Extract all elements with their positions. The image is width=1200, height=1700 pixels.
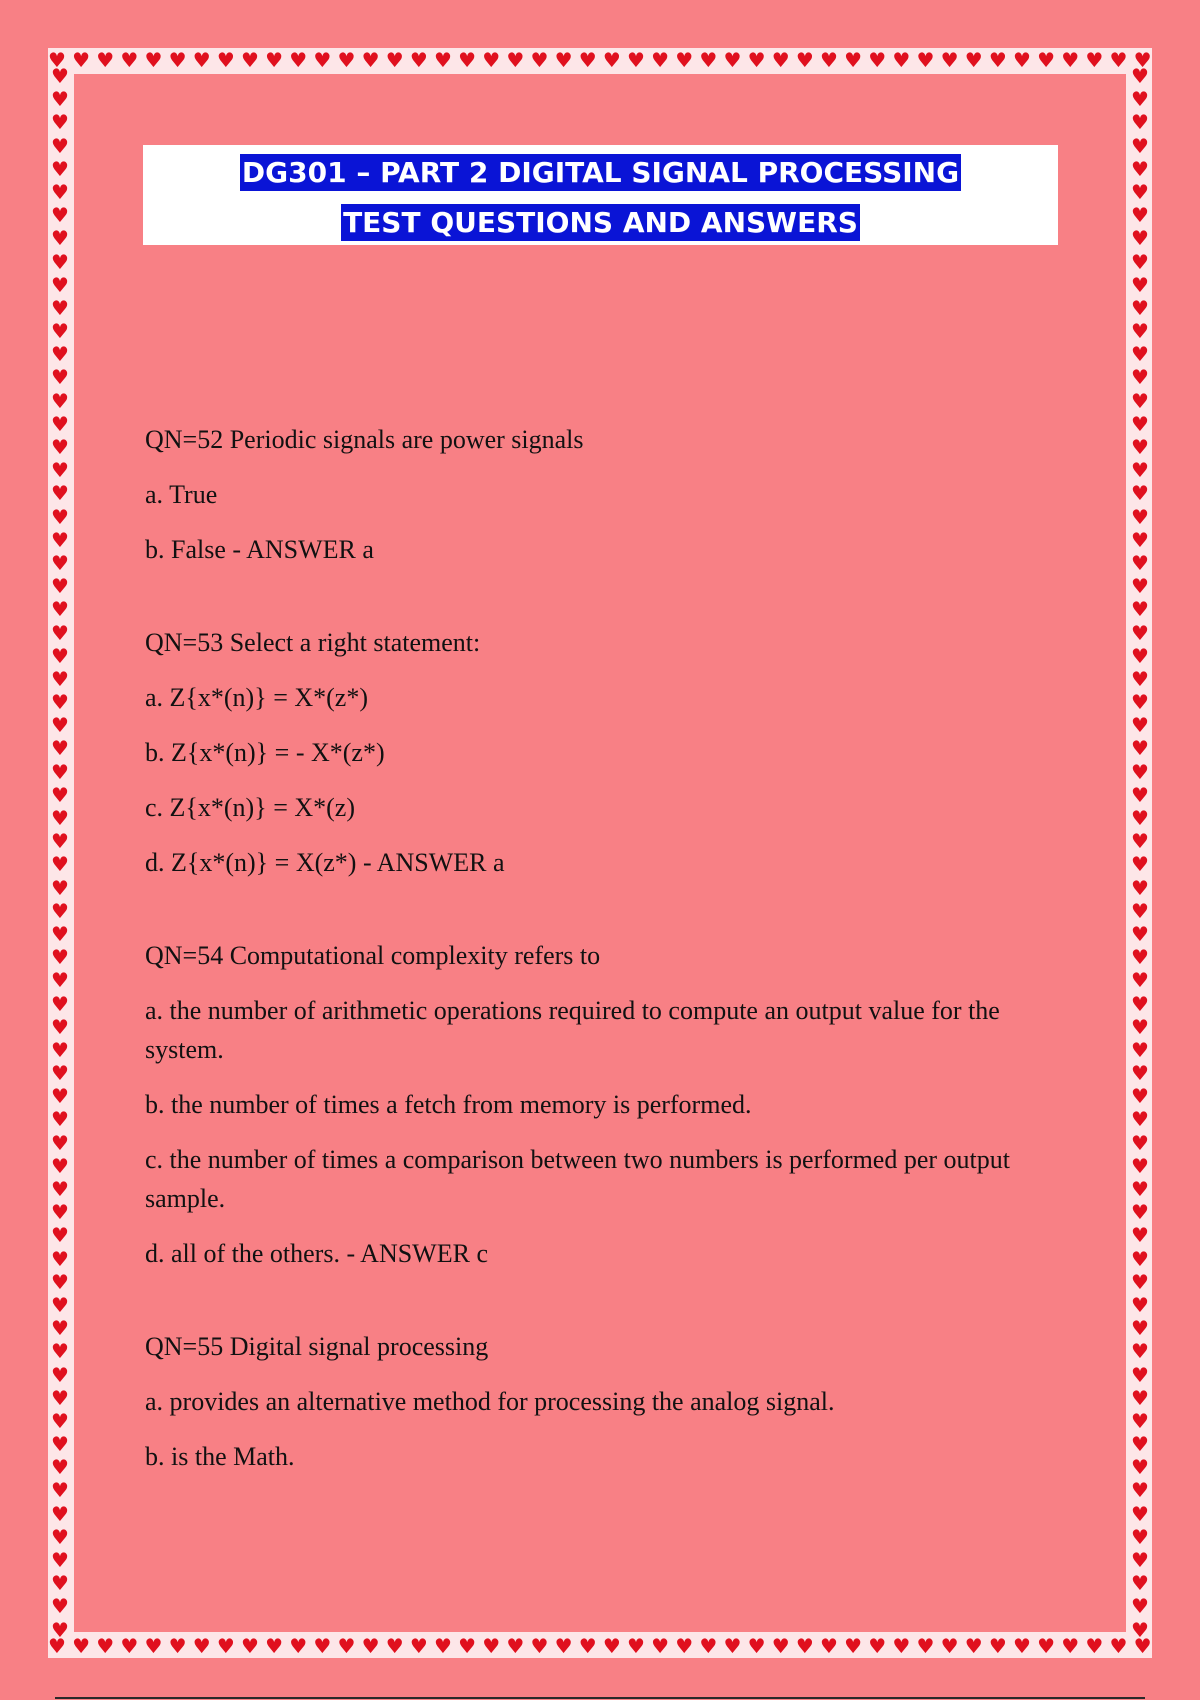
heart-icon: ♥	[1131, 597, 1149, 622]
heart-icon: ♥	[51, 1107, 69, 1132]
heart-icon: ♥	[48, 48, 66, 72]
answer-option: a. the number of arithmetic operations required to compute an output value for the system.	[145, 996, 1000, 1064]
heart-icon: ♥	[723, 48, 742, 72]
heart-icon: ♥	[1013, 48, 1031, 72]
heart-icon: ♥	[51, 1316, 69, 1341]
heart-icon: ♥	[1131, 110, 1149, 135]
heart-icon: ♥	[1085, 1634, 1104, 1658]
heart-icon: ♥	[1131, 481, 1149, 506]
question-text: QN=52 Periodic signals are power signals	[145, 425, 584, 454]
heart-icon: ♥	[51, 365, 69, 390]
heart-icon: ♥	[578, 1634, 597, 1658]
question-block	[145, 936, 1045, 1273]
heart-icon: ♥	[1131, 759, 1149, 784]
heart-icon: ♥	[51, 1408, 69, 1433]
heart-icon: ♥	[51, 203, 69, 228]
heart-icon: ♥	[820, 1634, 838, 1658]
heart-icon: ♥	[482, 1634, 501, 1658]
heart-icon: ♥	[1131, 365, 1149, 390]
heart-icon: ♥	[964, 48, 983, 72]
heart-icon: ♥	[216, 1634, 235, 1658]
question-block	[145, 1327, 1045, 1476]
heart-icon: ♥	[72, 1634, 91, 1658]
heart-icon: ♥	[96, 1634, 115, 1658]
heart-icon: ♥	[844, 48, 863, 72]
heart-icon: ♥	[747, 1634, 766, 1658]
heart-icon: ♥	[241, 1634, 259, 1658]
heart-icon: ♥	[1131, 87, 1149, 112]
heart-icon: ♥	[675, 1634, 694, 1658]
heart-icon: ♥	[1131, 1571, 1149, 1596]
heart-icon: ♥	[1131, 203, 1149, 228]
heart-icon: ♥	[1131, 1548, 1149, 1572]
heart-icon: ♥	[1133, 1634, 1152, 1658]
answer-option: a. True	[145, 480, 218, 509]
heart-icon: ♥	[51, 875, 69, 900]
heart-icon: ♥	[51, 481, 69, 506]
heart-icon: ♥	[1131, 782, 1149, 807]
heart-icon: ♥	[51, 411, 69, 436]
heart-icon: ♥	[51, 319, 69, 344]
heart-icon: ♥	[820, 48, 838, 72]
heart-border-top	[48, 48, 1152, 72]
heart-icon: ♥	[1131, 1223, 1149, 1248]
heart-icon: ♥	[51, 759, 69, 784]
answer-option: b. False - ANSWER a	[145, 535, 374, 564]
heart-icon: ♥	[795, 1634, 814, 1658]
answer-option: b. is the Math.	[145, 1442, 295, 1471]
heart-icon: ♥	[51, 643, 69, 668]
heart-icon: ♥	[1131, 226, 1149, 251]
heart-icon: ♥	[48, 1634, 66, 1658]
answer-option: c. the number of times a comparison between two numbers is performed per output sample.	[145, 1145, 1010, 1213]
heart-icon: ♥	[120, 1634, 139, 1658]
heart-icon: ♥	[916, 1634, 935, 1658]
heart-icon: ♥	[51, 458, 69, 483]
heart-icon: ♥	[506, 48, 525, 72]
heart-icon: ♥	[940, 1634, 959, 1658]
heart-icon: ♥	[51, 736, 69, 761]
heart-icon: ♥	[51, 64, 69, 88]
heart-icon: ♥	[51, 690, 69, 715]
heart-icon: ♥	[1131, 713, 1149, 738]
heart-icon: ♥	[1131, 319, 1149, 344]
heart-icon: ♥	[51, 782, 69, 807]
heart-icon: ♥	[1013, 1634, 1031, 1658]
heart-icon: ♥	[1037, 48, 1056, 72]
heart-icon: ♥	[892, 48, 911, 72]
heart-icon: ♥	[1131, 272, 1149, 297]
heart-icon: ♥	[1131, 968, 1149, 993]
question-block	[145, 420, 1045, 569]
heart-icon: ♥	[72, 48, 91, 72]
heart-icon: ♥	[51, 1478, 69, 1503]
heart-icon: ♥	[1131, 921, 1149, 946]
bottom-rule	[55, 1697, 1145, 1699]
heart-icon: ♥	[289, 1634, 308, 1658]
heart-icon: ♥	[434, 48, 452, 72]
heart-icon: ♥	[51, 1548, 69, 1572]
heart-icon: ♥	[51, 852, 69, 877]
heart-icon: ♥	[506, 1634, 525, 1658]
heart-icon: ♥	[192, 1634, 211, 1658]
heart-icon: ♥	[51, 713, 69, 738]
heart-icon: ♥	[120, 48, 139, 72]
heart-icon: ♥	[51, 968, 69, 993]
heart-icon: ♥	[1131, 1455, 1149, 1480]
heart-icon: ♥	[602, 1634, 621, 1658]
heart-icon: ♥	[1131, 1061, 1149, 1086]
heart-icon: ♥	[51, 504, 69, 529]
heart-icon: ♥	[1131, 945, 1149, 970]
heart-icon: ♥	[51, 226, 69, 251]
heart-icon: ♥	[361, 1634, 380, 1658]
heart-icon: ♥	[51, 156, 69, 181]
title-line-1: DG301 – PART 2 DIGITAL SIGNAL PROCESSING	[241, 156, 960, 189]
question-list	[145, 420, 1045, 1530]
title-line-2: TEST QUESTIONS AND ANSWERS	[343, 206, 858, 239]
heart-icon: ♥	[144, 48, 163, 72]
heart-icon: ♥	[51, 806, 69, 830]
heart-icon: ♥	[51, 1524, 69, 1549]
heart-icon: ♥	[51, 295, 69, 320]
heart-icon: ♥	[51, 574, 69, 599]
heart-icon: ♥	[1131, 295, 1149, 320]
heart-icon: ♥	[51, 1200, 69, 1225]
heart-icon: ♥	[51, 1037, 69, 1062]
heart-icon: ♥	[192, 48, 211, 72]
heart-icon: ♥	[1131, 1246, 1149, 1271]
heart-icon: ♥	[1131, 690, 1149, 715]
heart-icon: ♥	[96, 48, 115, 72]
heart-icon: ♥	[1061, 48, 1080, 72]
heart-icon: ♥	[1131, 1177, 1149, 1201]
document-title	[143, 145, 1058, 245]
heart-icon: ♥	[1131, 898, 1149, 923]
heart-icon: ♥	[844, 1634, 863, 1658]
heart-icon: ♥	[168, 48, 187, 72]
heart-icon: ♥	[51, 1594, 69, 1619]
heart-icon: ♥	[51, 1339, 69, 1364]
heart-icon: ♥	[1131, 1037, 1149, 1062]
heart-icon: ♥	[1131, 179, 1149, 204]
heart-icon: ♥	[1131, 829, 1149, 854]
heart-icon: ♥	[385, 1634, 404, 1658]
heart-icon: ♥	[409, 48, 428, 72]
heart-icon: ♥	[289, 48, 308, 72]
heart-icon: ♥	[51, 921, 69, 946]
heart-icon: ♥	[1131, 875, 1149, 900]
heart-border-bottom	[48, 1634, 1152, 1658]
heart-icon: ♥	[1131, 249, 1149, 274]
heart-icon: ♥	[51, 1292, 69, 1317]
heart-icon: ♥	[1131, 1362, 1149, 1387]
heart-icon: ♥	[916, 48, 935, 72]
heart-icon: ♥	[51, 597, 69, 622]
heart-icon: ♥	[1131, 574, 1149, 599]
heart-icon: ♥	[1131, 435, 1149, 459]
heart-icon: ♥	[1131, 550, 1149, 575]
question-text: QN=54 Computational complexity refers to	[145, 941, 601, 970]
heart-icon: ♥	[51, 272, 69, 297]
heart-icon: ♥	[51, 435, 69, 459]
heart-icon: ♥	[1131, 133, 1149, 158]
heart-icon: ♥	[51, 1501, 69, 1526]
heart-icon: ♥	[51, 1153, 69, 1178]
heart-icon: ♥	[1131, 1617, 1149, 1642]
heart-icon: ♥	[554, 1634, 573, 1658]
heart-icon: ♥	[51, 620, 69, 645]
heart-icon: ♥	[1109, 1634, 1128, 1658]
question-block	[145, 623, 1045, 882]
heart-icon: ♥	[482, 48, 501, 72]
heart-icon: ♥	[51, 179, 69, 204]
heart-icon: ♥	[1131, 64, 1149, 88]
heart-icon: ♥	[51, 342, 69, 367]
heart-icon: ♥	[1037, 1634, 1056, 1658]
heart-icon: ♥	[602, 48, 621, 72]
heart-icon: ♥	[771, 1634, 790, 1658]
heart-icon: ♥	[1131, 1107, 1149, 1132]
heart-icon: ♥	[530, 1634, 549, 1658]
heart-icon: ♥	[1131, 156, 1149, 181]
heart-icon: ♥	[1109, 48, 1128, 72]
heart-icon: ♥	[51, 1571, 69, 1596]
heart-icon: ♥	[964, 1634, 983, 1658]
answer-option: a. provides an alternative method for processing the analog signal.	[145, 1387, 835, 1416]
heart-icon: ♥	[51, 1362, 69, 1387]
heart-icon: ♥	[723, 1634, 742, 1658]
heart-icon: ♥	[51, 388, 69, 413]
heart-icon: ♥	[1131, 1014, 1149, 1039]
heart-icon: ♥	[1131, 458, 1149, 483]
heart-icon: ♥	[988, 1634, 1007, 1658]
heart-icon: ♥	[337, 48, 356, 72]
heart-icon: ♥	[1131, 620, 1149, 645]
heart-icon: ♥	[1131, 806, 1149, 830]
heart-icon: ♥	[747, 48, 766, 72]
heart-icon: ♥	[988, 48, 1007, 72]
heart-icon: ♥	[1131, 1385, 1149, 1410]
heart-icon: ♥	[627, 1634, 645, 1658]
heart-icon: ♥	[554, 48, 573, 72]
heart-icon: ♥	[51, 1269, 69, 1294]
heart-icon: ♥	[51, 527, 69, 552]
heart-icon: ♥	[1131, 852, 1149, 877]
heart-icon: ♥	[1131, 1594, 1149, 1619]
heart-icon: ♥	[265, 1634, 284, 1658]
heart-icon: ♥	[51, 550, 69, 575]
question-text: QN=53 Select a right statement:	[145, 628, 481, 657]
heart-icon: ♥	[51, 1084, 69, 1109]
heart-icon: ♥	[51, 1014, 69, 1039]
heart-icon: ♥	[51, 1177, 69, 1201]
heart-icon: ♥	[51, 666, 69, 691]
heart-icon: ♥	[1131, 1408, 1149, 1433]
heart-icon: ♥	[385, 48, 404, 72]
heart-icon: ♥	[1131, 1292, 1149, 1317]
answer-option: c. Z{x*(n)} = X*(z)	[145, 793, 355, 822]
heart-icon: ♥	[51, 1455, 69, 1480]
heart-icon: ♥	[1131, 1200, 1149, 1225]
heart-icon: ♥	[1131, 411, 1149, 436]
heart-icon: ♥	[216, 48, 235, 72]
heart-icon: ♥	[51, 991, 69, 1016]
heart-icon: ♥	[868, 1634, 887, 1658]
heart-icon: ♥	[771, 48, 790, 72]
heart-icon: ♥	[1131, 1153, 1149, 1178]
question-text: QN=55 Digital signal processing	[145, 1332, 489, 1361]
heart-icon: ♥	[1131, 1130, 1149, 1155]
heart-icon: ♥	[651, 1634, 670, 1658]
heart-icon: ♥	[940, 48, 959, 72]
heart-icon: ♥	[51, 829, 69, 854]
heart-border-left	[48, 66, 72, 1640]
heart-icon: ♥	[1131, 1432, 1149, 1457]
heart-icon: ♥	[168, 1634, 187, 1658]
heart-icon: ♥	[51, 1061, 69, 1086]
heart-icon: ♥	[1131, 666, 1149, 691]
heart-icon: ♥	[1133, 48, 1152, 72]
heart-icon: ♥	[1131, 388, 1149, 413]
heart-icon: ♥	[1131, 1501, 1149, 1526]
heart-icon: ♥	[51, 133, 69, 158]
heart-icon: ♥	[458, 1634, 477, 1658]
heart-icon: ♥	[1131, 1339, 1149, 1364]
heart-icon: ♥	[51, 87, 69, 112]
heart-icon: ♥	[1085, 48, 1104, 72]
heart-icon: ♥	[868, 48, 887, 72]
heart-icon: ♥	[651, 48, 670, 72]
heart-icon: ♥	[51, 1130, 69, 1155]
heart-icon: ♥	[1131, 504, 1149, 529]
heart-icon: ♥	[313, 1634, 332, 1658]
heart-icon: ♥	[51, 249, 69, 274]
answer-option: b. the number of times a fetch from memory is performed.	[145, 1090, 752, 1119]
answer-option: b. Z{x*(n)} = - X*(z*)	[145, 738, 385, 767]
heart-icon: ♥	[1131, 1478, 1149, 1503]
heart-icon: ♥	[51, 1246, 69, 1271]
heart-icon: ♥	[361, 48, 380, 72]
heart-icon: ♥	[265, 48, 284, 72]
heart-icon: ♥	[578, 48, 597, 72]
heart-icon: ♥	[1131, 643, 1149, 668]
heart-icon: ♥	[1131, 342, 1149, 367]
heart-icon: ♥	[1131, 1316, 1149, 1341]
heart-icon: ♥	[51, 110, 69, 135]
heart-icon: ♥	[892, 1634, 911, 1658]
heart-icon: ♥	[51, 945, 69, 970]
heart-icon: ♥	[51, 898, 69, 923]
heart-icon: ♥	[1131, 1524, 1149, 1549]
heart-icon: ♥	[675, 48, 694, 72]
heart-icon: ♥	[1061, 1634, 1080, 1658]
heart-icon: ♥	[51, 1223, 69, 1248]
heart-icon: ♥	[699, 48, 718, 72]
heart-icon: ♥	[313, 48, 332, 72]
heart-icon: ♥	[144, 1634, 163, 1658]
heart-icon: ♥	[1131, 1269, 1149, 1294]
heart-icon: ♥	[1131, 736, 1149, 761]
heart-icon: ♥	[1131, 527, 1149, 552]
answer-option: d. Z{x*(n)} = X(z*) - ANSWER a	[145, 848, 505, 877]
heart-icon: ♥	[51, 1385, 69, 1410]
heart-icon: ♥	[409, 1634, 428, 1658]
heart-icon: ♥	[241, 48, 259, 72]
heart-icon: ♥	[434, 1634, 452, 1658]
heart-icon: ♥	[51, 1432, 69, 1457]
answer-option: d. all of the others. - ANSWER c	[145, 1239, 488, 1268]
heart-icon: ♥	[458, 48, 477, 72]
heart-icon: ♥	[51, 1617, 69, 1642]
heart-icon: ♥	[699, 1634, 718, 1658]
heart-icon: ♥	[1131, 991, 1149, 1016]
heart-icon: ♥	[530, 48, 549, 72]
heart-icon: ♥	[337, 1634, 356, 1658]
heart-icon: ♥	[627, 48, 645, 72]
heart-border-right	[1128, 66, 1152, 1640]
heart-icon: ♥	[1131, 1084, 1149, 1109]
answer-option: a. Z{x*(n)} = X*(z*)	[145, 683, 368, 712]
heart-icon: ♥	[795, 48, 814, 72]
